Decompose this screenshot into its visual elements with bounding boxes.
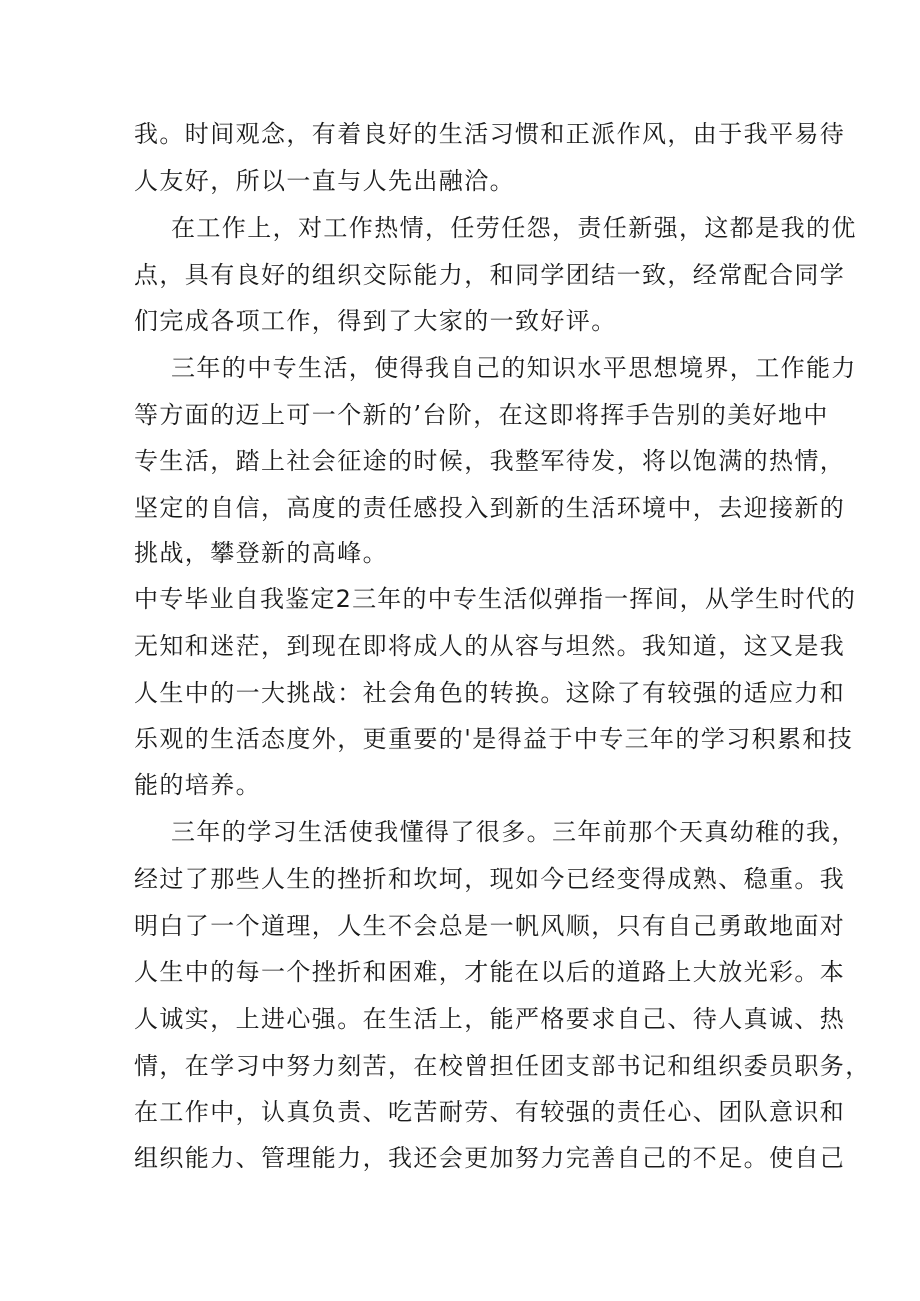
paragraph-start-line: 三年的学习生活使我懂得了很多。三年前那个天真幼稚的我， — [171, 818, 857, 846]
paragraph-start-line: 三年的中专生活，使得我自己的知识水平思想境界，工作能力 — [171, 354, 857, 382]
text-line: 经过了那些人生的挫折和坎坷，现如今已经变得成熟、稳重。我 — [134, 865, 846, 893]
text-line: 能的培养。 — [134, 771, 261, 799]
text-line: 在工作中，认真负责、吃苦耐劳、有较强的责任心、团队意识和 — [134, 1098, 846, 1126]
text-line: 无知和迷茫，到现在即将成人的从容与坦然。我知道，这又是我 — [134, 632, 846, 660]
text-line: 我。时间观念，有着良好的生活习惯和正派作风，由于我平易待 — [134, 120, 846, 148]
text-line: 挑战，攀登新的高峰。 — [134, 539, 388, 567]
text-line: 明白了一个道理，人生不会总是一帆风顺，只有自己勇敢地面对 — [134, 912, 846, 940]
text-line: 人生中的每一个挫折和困难，才能在以后的道路上大放光彩。本 — [134, 958, 846, 986]
text-line: 人诚实，上进心强。在生活上，能严格要求自己、待人真诚、热 — [134, 1005, 846, 1033]
text-line: 专生活，踏上社会征途的时候，我整军待发，将以饱满的热情， — [134, 447, 846, 475]
paragraph-start-line: 在工作上，对工作热情，任劳任怨，责任新强，这都是我的优 — [171, 214, 857, 242]
section-heading-line: 中专毕业自我鉴定2三年的中专生活似弹指一挥间，从学生时代的 — [134, 585, 857, 613]
text-line: 人友好，所以一直与人先出融洽。 — [134, 167, 515, 195]
text-line: 们完成各项工作，得到了大家的一致好评。 — [134, 307, 617, 335]
text-line: 等方面的迈上可一个新的’台阶，在这即将挥手告别的美好地中 — [134, 401, 829, 429]
text-line: 组织能力、管理能力，我还会更加努力完善自己的不足。使自己 — [134, 1144, 846, 1172]
text-line: 情，在学习中努力刻苦，在校曾担任团支部书记和组织委员职务， — [134, 1052, 871, 1080]
text-line: 点，具有良好的组织交际能力，和同学团结一致，经常配合同学 — [134, 261, 846, 289]
text-line: 坚定的自信，高度的责任感投入到新的生活环境中，去迎接新的 — [134, 494, 846, 522]
text-line: 人生中的一大挑战：社会角色的转换。这除了有较强的适应力和 — [134, 679, 846, 707]
text-line: 乐观的生活态度外，更重要的'是得益于中专三年的学习积累和技 — [134, 725, 854, 753]
